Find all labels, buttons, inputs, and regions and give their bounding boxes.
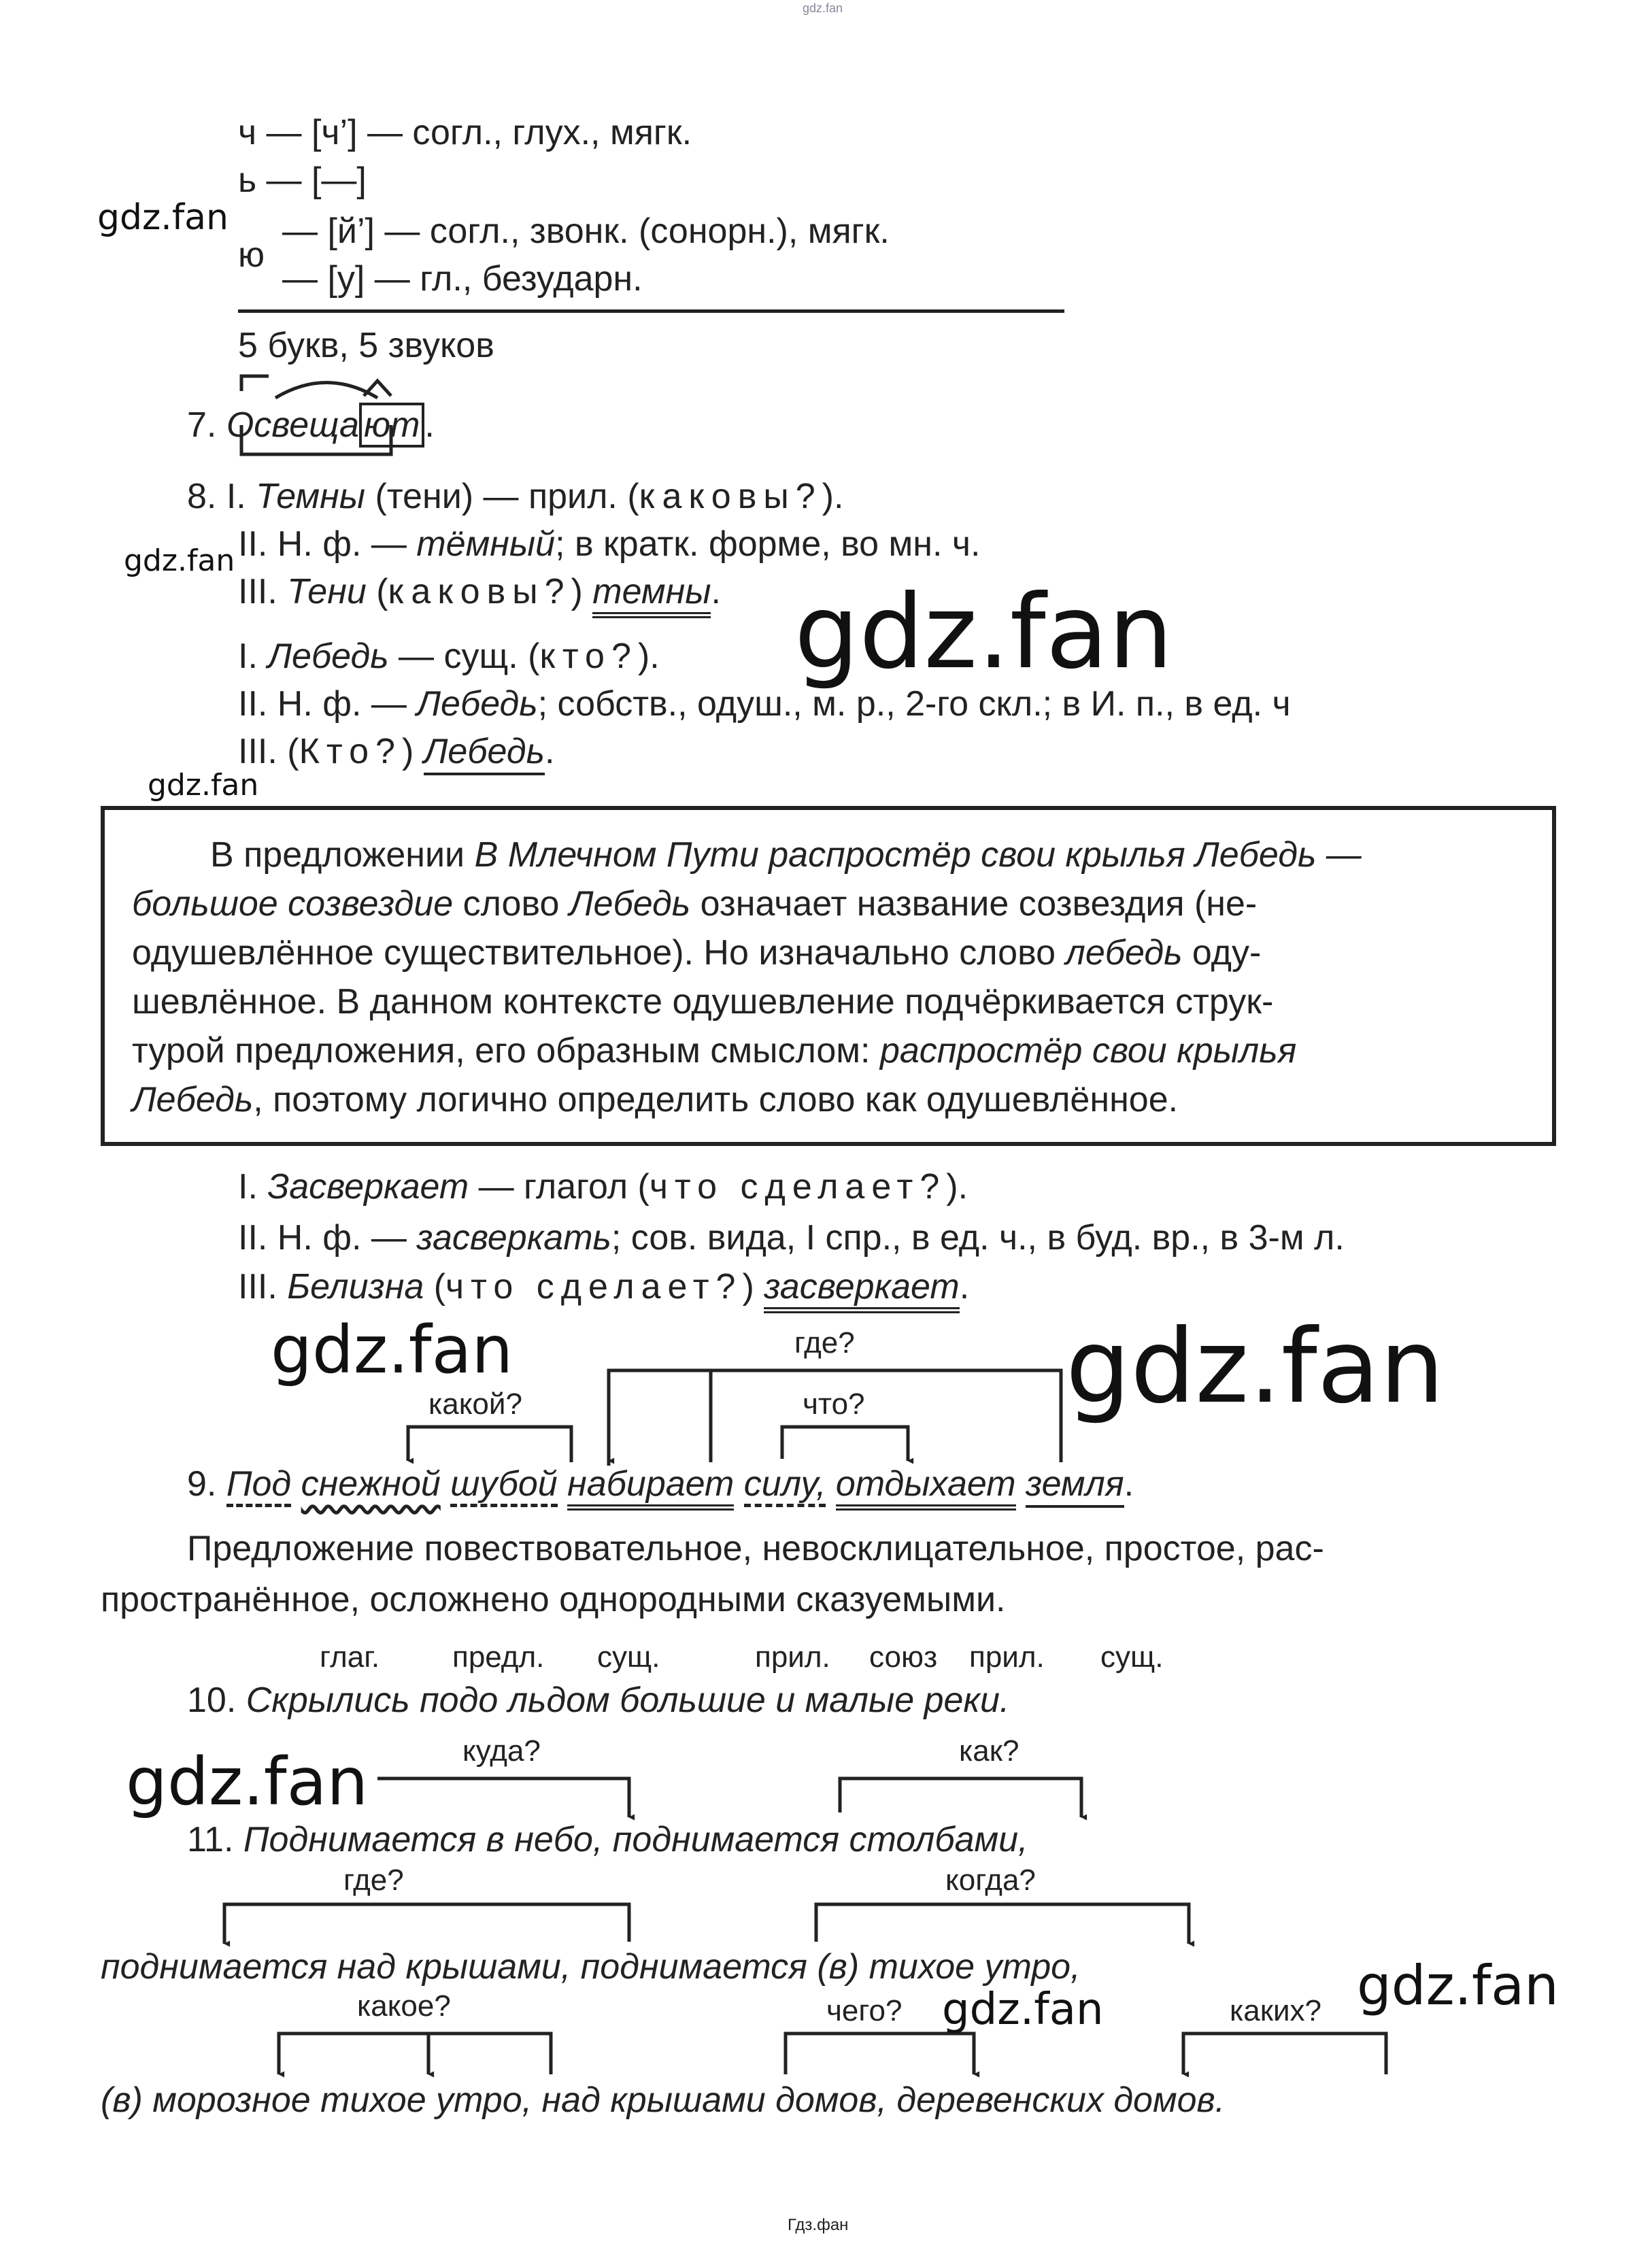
verb-line-1: I. Засверкает — глагол (что сделает?). [238,1167,968,1207]
task11-question-whereto: куда? [462,1734,541,1768]
task7-period: . [424,405,435,445]
watermark-1: gdz.fan [97,197,229,238]
verb-line-3: III. Белизна (что сделает?) засверкает. [238,1266,969,1307]
task8-line-5: II. Н. ф. — Лебедь; собств., одуш., м. р., 2-го скл.; в И. п., в ед. ч [238,684,1291,724]
task7-word-ending: ют [359,403,424,448]
task9-sentence: 9. Под снежной шубой набирает силу, отдыхает земля. [187,1464,1134,1504]
task10-pos-adj-2: прил. [969,1640,1045,1674]
phonetic-line-4: — [у] — гл., безударн. [282,259,643,299]
phonetic-letter-yu: ю [238,235,265,275]
task8-line-2: II. Н. ф. — тёмный; в кратк. форме, во мн. ч. [238,524,981,564]
task9-question-which: какой? [428,1387,522,1421]
task9-word-snezhnoy: снежной [301,1464,441,1504]
task11-line-1: 11. Поднимается в небо, поднимается столбами, [187,1820,1028,1859]
task10-pos-verb: глаг. [320,1640,380,1674]
note-line-3: одушевлённое существительное). Но изначально слово лебедь оду- [132,933,1262,973]
note-line-6: Лебедь, поэтому логично определить слово как одушевлённое. [132,1080,1179,1119]
watermark-6: gdz.fan [1066,1308,1445,1426]
task10-pos-prep: предл. [452,1640,545,1674]
note-line-1: В предложении В Млечном Пути распростёр свои крылья Лебедь — [210,835,1362,875]
task9-question-what: что? [803,1387,865,1421]
phonetic-summary: 5 букв, 5 звуков [238,326,494,365]
task11-question-ofwhich: каких? [1230,1994,1321,2027]
task10-pos-noun-1: сущ. [597,1640,660,1674]
phonetic-line-1: ч — [ч’] — согл., глух., мягк. [238,113,692,152]
task11-question-when: когда? [945,1863,1036,1897]
note-line-2: большое созвездие слово Лебедь означает название созвездия (не- [132,884,1258,924]
phonetic-line-3: — [й’] — согл., звонк. (сонорн.), мягк. [282,212,890,251]
task11-question-where: где? [343,1863,404,1897]
task11-question-how: как? [959,1734,1019,1768]
task11-question-whatkind: какое? [357,1989,451,2023]
task9-word-nabiraet: набирает [567,1464,734,1511]
header-watermark: gdz.fan [803,1,843,15]
footer-watermark: Гдз.фан [788,2216,849,2234]
watermark-4: gdz.fan [148,768,259,803]
task9-description-2: пространённое, осложнено однородными сказуемыми. [101,1580,1006,1619]
watermark-2: gdz.fan [124,543,235,578]
watermark-7: gdz.fan [126,1744,369,1820]
task8-line-6: III. (Кто?) Лебедь. [238,731,554,772]
watermark-8: gdz.fan [1357,1954,1559,2017]
task9-description-1: Предложение повествовательное, невосклицательное, простое, рас- [187,1529,1324,1568]
watermark-3: gdz.fan [794,573,1173,692]
task9-word-shuboy: шубой [450,1464,557,1507]
task9-word-zemlya: земля [1026,1464,1124,1508]
task7-number: 7. [187,405,226,445]
note-line-4: шевлённое. В данном контексте одушевление подчёркивается струк- [132,982,1274,1022]
watermark-9: gdz.fan [942,1985,1104,2035]
task11-line-2: поднимается над крышами, поднимается (в) тихое утро, [101,1947,1081,1987]
task10-pos-noun-2: сущ. [1100,1640,1164,1674]
verb-line-2: II. Н. ф. — засверкать; сов. вида, I спр., в ед. ч., в буд. вр., в 3-м л. [238,1218,1345,1258]
task10-pos-adj-1: прил. [755,1640,830,1674]
task8-line-1: 8. I. Темны (тени) — прил. (каковы?). [187,477,844,516]
task9-word-otdykhaet: отдыхает [836,1464,1016,1511]
task9-word-silu: силу, [744,1464,826,1507]
task9-word-pod: Под [226,1464,291,1507]
task10-sentence: 10. Скрылись подо льдом большие и малые реки. [187,1681,1010,1720]
task7-word-stem: Освеща [226,405,359,445]
task8-line-4: I. Лебедь — сущ. (кто?). [238,637,660,676]
task11-question-ofwhat: чего? [826,1994,903,2027]
note-line-5: турой предложения, его образным смыслом: распростёр свои крылья [132,1031,1297,1070]
task11-line-3: (в) морозное тихое утро, над крышами домов, деревенских домов. [101,2080,1226,2120]
phonetic-line-2: ь — [—] [238,161,367,200]
watermark-5: gdz.fan [271,1312,513,1388]
task10-pos-conj: союз [869,1640,938,1674]
task8-line-3: III. Тени (каковы?) темны. [238,571,721,612]
task9-question-where: где? [794,1326,855,1360]
